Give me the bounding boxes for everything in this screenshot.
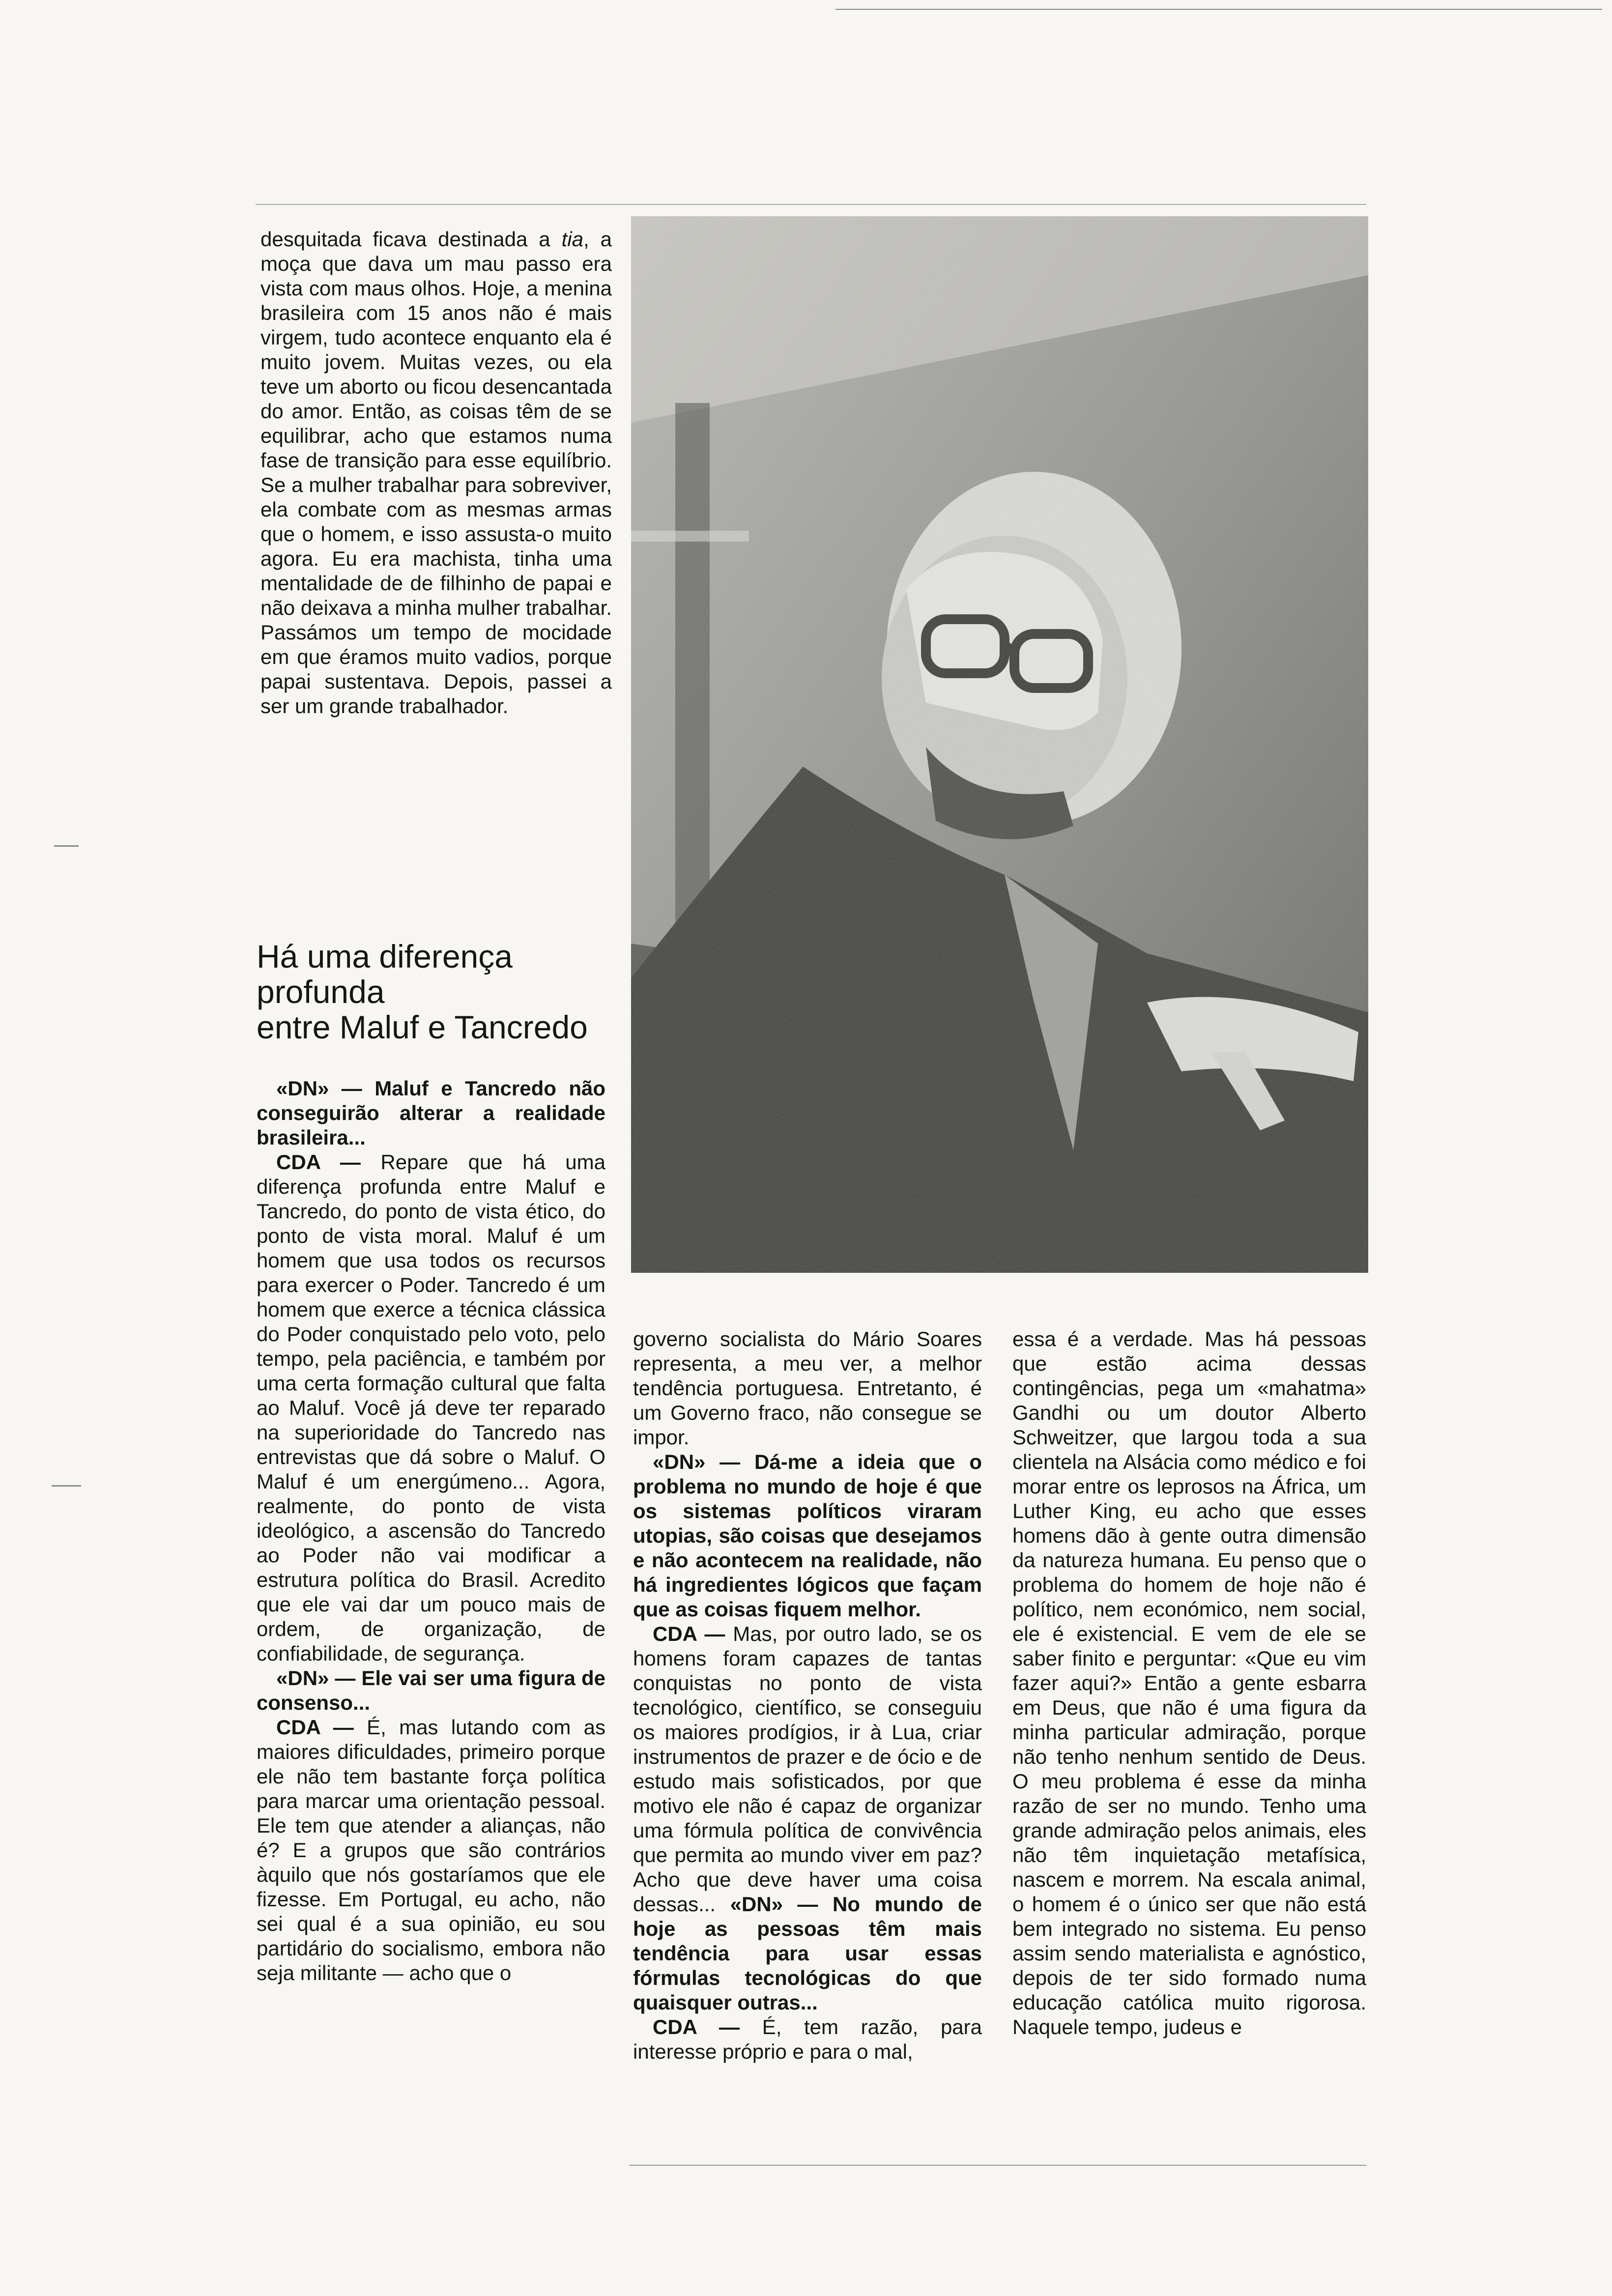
qa-paragraph: governo socialista do Mário Soares representa, a meu ver, a melhor tendência portuguesa. Entretanto, é um Governo fraco, não consegue se impor.	[633, 1327, 982, 1449]
qa-paragraph: «DN» — Maluf e Tancredo não conseguirão alterar a realidade brasileira...	[257, 1077, 605, 1149]
column-1-body	[257, 1076, 605, 1985]
qa-paragraph: CDA — Repare que há uma diferença profunda entre Maluf e Tancredo, do ponto de vista ético, do ponto de vista moral. Maluf é um homem que usa todos os recursos para exercer o Poder. Tancredo é um homem que exerce a técnica clássica do Poder conquistado pelo voto, pelo tempo, pela paciência, e também por uma certa formação cultural que falta ao Maluf. Você já deve ter reparado na superioridade do Tancredo nas entrevistas que dá sobre o Maluf. O Maluf é um energúmeno... Agora, realmente, do ponto de vista ideológico, a ascensão do Tancredo ao Poder não vai modificar a estrutura política do Brasil. Acredito que ele vai dar um pouco mais de ordem, de organização, de confiabilidade, de segurança.	[257, 1150, 605, 1665]
heading-line-2: profunda	[257, 974, 385, 1010]
column-2	[633, 1327, 982, 2064]
intro-paragraph: desquitada ficava destinada a tia, a moça que dava um mau passo era vista com maus olhos. Hoje, a menina brasileira com 15 anos não é mais virgem, tudo acontece enquanto ela é muito jovem. Muitas vezes, ou ela teve um aborto ou ficou desencantada do amor. Então, as coisas têm de se equilibrar, acho que estamos numa fase de transição para esse equilíbrio. Se a mulher trabalhar para sobreviver, ela combate com as mesmas armas que o homem, e isso assusta-o muito agora. Eu era machista, tinha uma mentalidade de de filhinho de papai e não deixava a minha mulher trabalhar. Passámos um tempo de mocidade em que éramos muito vadios, porque papai sustentava. Depois, passei a ser um grande trabalhador.	[260, 228, 612, 718]
heading-line-1: Há uma diferença	[257, 938, 513, 975]
qa-paragraph: CDA — É, tem razão, para interesse próprio e para o mal,	[633, 2015, 982, 2063]
top-rule	[835, 9, 1602, 10]
heading-line-3: entre Maluf e Tancredo	[257, 1009, 588, 1045]
qa-paragraph: CDA — Mas, por outro lado, se os homens foram capazes de tantas conquistas no ponto de vista tecnológico, científico, se conseguiu os maiores prodígios, ir à Lua, criar instrumentos de prazer e de ócio e de estudo mais sofisticados, por que motivo ele não é capaz de organizar uma fórmula política de convivência que permita ao mundo viver em paz? Acho que deve haver uma coisa dessas... «DN» — No mundo de hoje as pessoas têm mais tendência para usar essas fórmulas tecnológicas do que quaisquer outras...	[633, 1622, 982, 2014]
qa-paragraph: «DN» — Ele vai ser uma figura de consenso...	[257, 1666, 605, 1714]
bottom-rule	[629, 2165, 1366, 2166]
column-3	[1012, 1327, 1366, 2039]
qa-paragraph: «DN» — Dá-me a ideia que o problema no mundo de hoje é que os sistemas políticos viraram utopias, são coisas que desejamos e não acontecem na realidade, não há ingredientes lógicos que façam que as coisas fiquem melhor.	[633, 1450, 982, 1621]
upper-column-rule	[256, 204, 1366, 205]
margin-mark-2	[52, 1485, 81, 1487]
qa-paragraph: CDA — É, mas lutando com as maiores dificuldades, primeiro porque ele não tem bastante força política para marcar uma orientação pessoal. Ele tem que atender a alianças, não é? E a grupos que são contrários àquilo que nós gostaríamos que ele fizesse. Em Portugal, eu acho, não sei qual é a sua opinião, eu sou partidário do socialismo, embora não seja militante — acho que o	[257, 1716, 606, 1984]
portrait-photo	[631, 216, 1368, 1273]
column-3-paragraph: essa é a verdade. Mas há pessoas que estão acima dessas contingências, pega um «mahatma» Gandhi ou um doutor Alberto Schweitzer, que largou toda a sua clientela na Alsácia como médico e foi morar entre os leprosos na África, um Luther King, eu acho que esses homens dão à gente outra dimensão da natureza humana. Eu penso que o problema do homem de hoje não é político, nem económico, nem social, ele é existencial. E vem de ele se saber finito e perguntar: «Que eu vim fazer aqui?» Então a gente esbarra em Deus, que não é uma figura da minha particular admiração, porque não tenho nenhum sentido de Deus. O meu problema é esse da minha razão de ser no mundo. Tenho uma grande admiração pelos animais, eles não têm inquietação metafísica, nascem e morrem. Na escala animal, o homem é o único ser que não está bem integrado no sistema. Eu penso assim sendo materialista e agnóstico, depois de ter sido formado numa educação católica muito rigorosa. Naquele tempo, judeus e	[1012, 1327, 1366, 2038]
section-heading	[257, 939, 610, 1045]
column-1-intro	[260, 227, 612, 718]
margin-mark-1	[54, 845, 79, 847]
portrait-image	[631, 216, 1368, 1273]
